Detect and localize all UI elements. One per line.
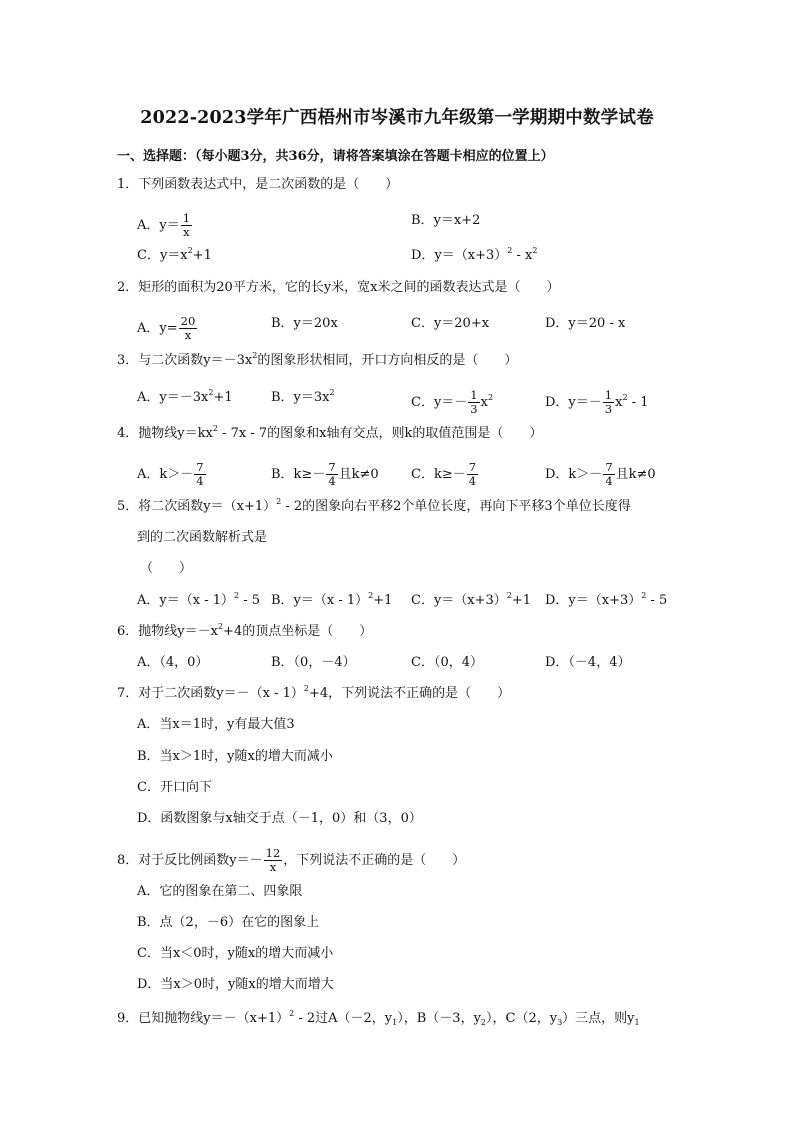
q6-option-b: B．（0，－4） xyxy=(271,655,356,670)
q7-option-a: A．当x＝1时，y有最大值3 xyxy=(137,717,295,732)
q8-option-b: B．点（2，－6）在它的图象上 xyxy=(137,915,320,930)
q2-option-a: A．y= $\frac{20}{x}$ xyxy=(137,314,196,342)
q7-option-d: D．函数图象与x轴交于点（－1，0）和（3，0） xyxy=(137,811,422,826)
fraction: $\frac{20}{x}$ xyxy=(180,314,196,342)
q2-option-d: D．y＝20 - x xyxy=(545,316,626,331)
fraction: $\frac{7}{4}$ xyxy=(328,460,336,488)
q2-option-b: B．y＝20x xyxy=(271,316,338,331)
q8-option-a: A．它的图象在第二、四象限 xyxy=(137,884,303,899)
q6-option-d: D．（－4，4） xyxy=(545,655,631,670)
section-header: 一、选择题：（每小题3分，共36分，请将答案填涂在答题卡相应的位置上） xyxy=(117,149,554,164)
question-5-answer-paren: （ ） xyxy=(140,561,193,576)
fraction: $\frac{12}{x}$ xyxy=(265,846,281,874)
q3-option-d: D．y＝－ $\frac{1}{3}$ $x^2 - 1$ xyxy=(545,388,649,416)
question-7-stem: 7．对于二次函数y＝－（x - 1）$^2$+4，下列说法不正确的是（ ） xyxy=(117,684,511,701)
fraction: $\frac{7}{4}$ xyxy=(605,460,613,488)
question-2-stem: 2．矩形的面积为20平方米，它的长y米，宽x米之间的函数表达式是（ ） xyxy=(117,280,560,295)
q7-option-b: B．当x＞1时，y随x的增大而减小 xyxy=(137,749,333,764)
q8-option-c: C．当x＜0时，y随x的增大而减小 xyxy=(137,946,334,961)
q1-option-a: A．y＝ $\frac{1}{x}$ xyxy=(137,211,191,239)
question-6-stem: 6．抛物线$y=-x^2+4$的顶点坐标是（ ） xyxy=(117,622,373,639)
q3-option-b: B．$y=3x^2$ xyxy=(271,388,335,405)
question-4-stem: 4．抛物线$y=kx^2 - 7x - 7$的图象和x轴有交点，则k的取值范围是（ ） xyxy=(117,424,543,441)
fraction: $\frac{7}{4}$ xyxy=(468,460,477,488)
q6-option-a: A．（4，0） xyxy=(137,655,209,670)
q1-option-d: D．$y=(x+3)^2 - x^2$ xyxy=(411,246,538,263)
q3-option-c: C．y＝－ $\frac{1}{3}$ $x^2$ xyxy=(411,388,494,416)
fraction: $\frac{7}{4}$ xyxy=(196,460,204,488)
q5-option-d: D．$y=(x+3)^2 - 5$ xyxy=(545,591,668,608)
question-3-stem: 3．与二次函数$y=-3x^2$的图象形状相同，开口方向相反的是（ ） xyxy=(117,351,518,368)
q1-option-c: C．$y=x^2+1$ xyxy=(137,246,212,263)
q8-option-d: D．当x＞0时，y随x的增大而增大 xyxy=(137,977,334,992)
q5-option-c: C．$y=(x+3)^2+1$ xyxy=(411,591,532,608)
page-title: 2022-2023学年广西梧州市岑溪市九年级第一学期期中数学试卷 xyxy=(140,108,654,128)
q4-option-a: A．k＞－ $\frac{7}{4}$ xyxy=(137,460,204,488)
question-1-stem: 1．下列函数表达式中，是二次函数的是（ ） xyxy=(117,177,399,192)
q4-option-c: C．k≥－ $\frac{7}{4}$ xyxy=(411,460,477,488)
q7-option-c: C．开口向下 xyxy=(137,780,212,795)
fraction: $\frac{1}{x}$ xyxy=(182,211,191,239)
q4-option-d: D．k＞－ $\frac{7}{4}$ 且k≠0 xyxy=(545,460,656,488)
question-8-stem: 8．对于反比例函数y＝－ $\frac{12}{x}$ ，下列说法不正确的是（ ） xyxy=(117,846,466,874)
q6-option-c: C．（0，4） xyxy=(411,655,483,670)
q3-option-a: A．$y=-3x^2+1$ xyxy=(137,388,233,405)
q4-option-b: B．k≥－ $\frac{7}{4}$ 且k≠0 xyxy=(271,460,379,488)
fraction: $\frac{1}{3}$ xyxy=(470,388,478,416)
question-5-stem: 5．将二次函数$y=(x+1)^2 - 2$的图象向右平移2个单位长度，再向下平移3个单位长度得 xyxy=(117,497,631,514)
question-9-stem: 9．已知抛物线$y=-(x+1)^2 - 2$过A（－2，$y_1$），B（－3，$y_2$），C（2，$y_3$）三点，则$y_1$ xyxy=(117,1009,640,1027)
q5-option-a: A．y＝（x - 1）$^2$ - 5 xyxy=(137,591,261,608)
question-5-stem-cont: 到的二次函数解析式是 xyxy=(137,530,268,545)
q2-option-c: C．y＝20+x xyxy=(411,316,490,331)
q5-option-b: B．y＝（x - 1）$^2$+1 xyxy=(271,591,393,608)
q1-option-b: B．y＝x+2 xyxy=(411,213,481,228)
fraction: $\frac{1}{3}$ xyxy=(604,388,613,416)
